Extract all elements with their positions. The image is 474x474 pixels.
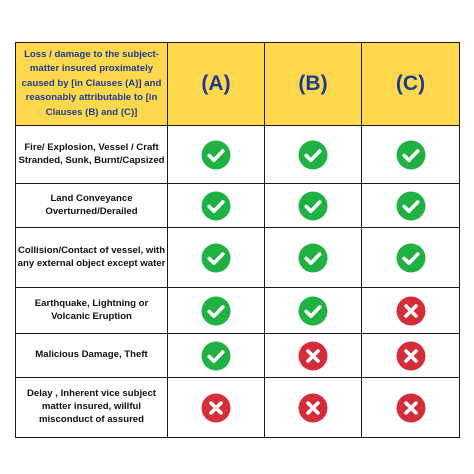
table-row — [16, 184, 460, 228]
header-row — [16, 43, 460, 126]
mark-cell-a — [168, 126, 265, 184]
mark-cell-a — [168, 228, 265, 288]
mark-cell-c — [362, 228, 460, 288]
mark-cell-b — [265, 334, 362, 378]
mark-cell-c — [362, 126, 460, 184]
row-label: Land Conveyance Overturned/Derailed — [16, 184, 168, 228]
table-row — [16, 288, 460, 334]
coverage-table — [15, 42, 460, 438]
check-icon — [298, 243, 328, 273]
cross-icon — [396, 393, 426, 423]
check-icon — [201, 296, 231, 326]
cross-icon — [298, 341, 328, 371]
mark-cell-c — [362, 184, 460, 228]
row-label: Fire/ Explosion, Vessel / Craft Stranded, Sunk, Burnt/Capsized — [16, 126, 168, 184]
check-icon — [298, 191, 328, 221]
check-icon — [298, 296, 328, 326]
check-icon — [396, 140, 426, 170]
mark-cell-a — [168, 378, 265, 438]
column-header-b: (B) — [265, 43, 362, 126]
mark-cell-c — [362, 288, 460, 334]
mark-cell-b — [265, 378, 362, 438]
cross-icon — [298, 393, 328, 423]
mark-cell-b — [265, 126, 362, 184]
mark-cell-a — [168, 288, 265, 334]
mark-cell-a — [168, 334, 265, 378]
cross-icon — [396, 341, 426, 371]
table-row — [16, 334, 460, 378]
cross-icon — [201, 393, 231, 423]
row-label: Collision/Contact of vessel, with any external object except water — [16, 228, 168, 288]
row-label: Delay , Inherent vice subject matter insured, willful misconduct of assured — [16, 378, 168, 438]
mark-cell-c — [362, 334, 460, 378]
mark-cell-b — [265, 184, 362, 228]
description-header: Loss / damage to the subject-matter insured proximately caused by [in Clauses (A)] and reasonably attributable to [in Clauses (B) and (C)] — [16, 43, 168, 126]
mark-cell-a — [168, 184, 265, 228]
cross-icon — [396, 296, 426, 326]
check-icon — [396, 191, 426, 221]
table-row — [16, 228, 460, 288]
mark-cell-b — [265, 228, 362, 288]
check-icon — [201, 191, 231, 221]
check-icon — [298, 140, 328, 170]
row-label: Earthquake, Lightning or Volcanic Eruption — [16, 288, 168, 334]
row-label: Malicious Damage, Theft — [16, 334, 168, 378]
check-icon — [396, 243, 426, 273]
table-row — [16, 126, 460, 184]
mark-cell-c — [362, 378, 460, 438]
check-icon — [201, 140, 231, 170]
mark-cell-b — [265, 288, 362, 334]
check-icon — [201, 243, 231, 273]
table-row — [16, 378, 460, 438]
check-icon — [201, 341, 231, 371]
column-header-a: (A) — [168, 43, 265, 126]
column-header-c: (C) — [362, 43, 460, 126]
